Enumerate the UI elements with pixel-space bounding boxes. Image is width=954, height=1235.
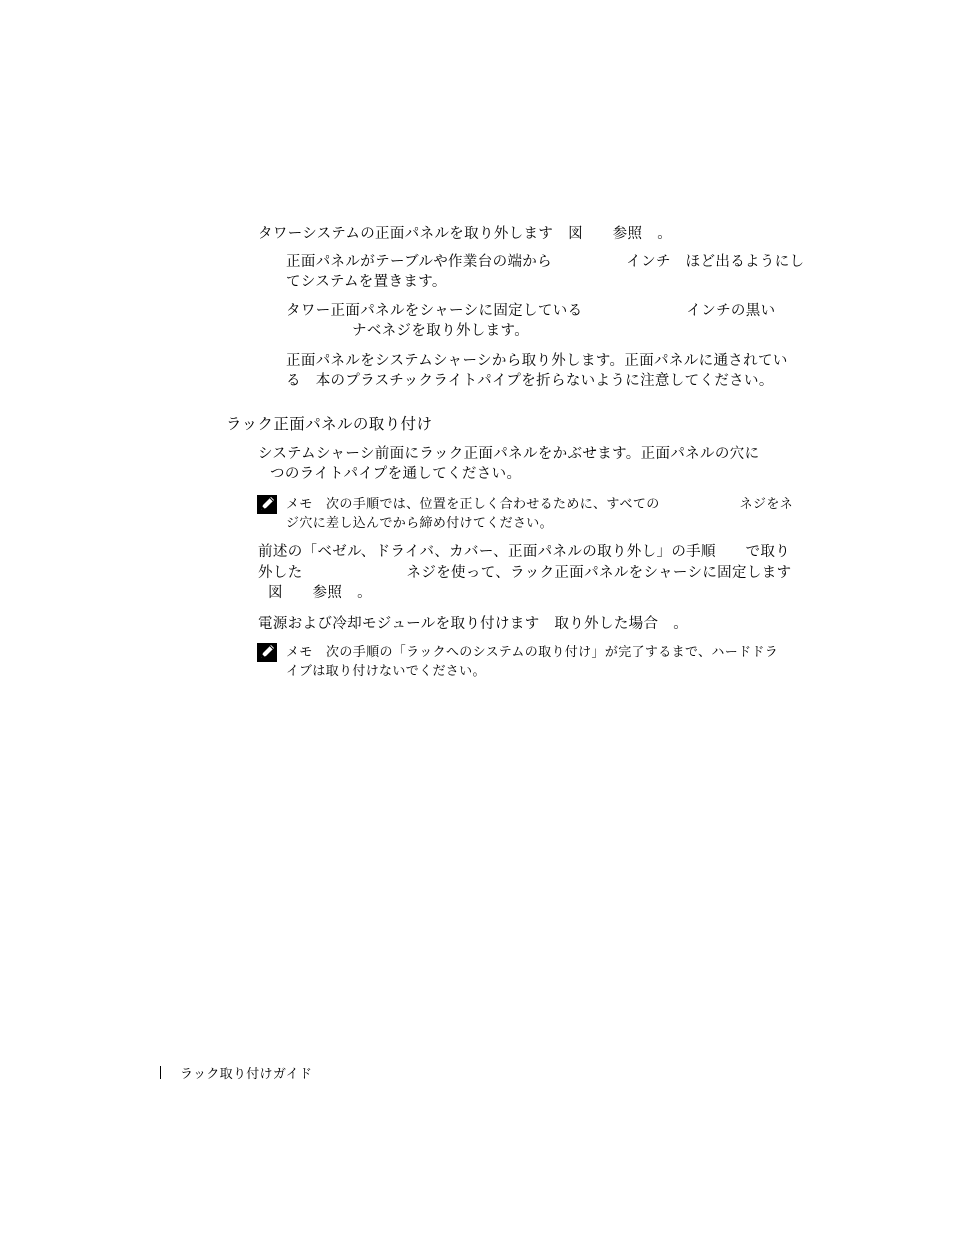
substep-screws-line2: ナベネジを取り外します。 — [352, 323, 530, 339]
para-secure-line2: 外した ネジを使って、ラック正面パネルをシャーシに固定します — [258, 564, 792, 581]
note1-line2: ジ穴に差し込んでから締め付けてください。 — [286, 516, 554, 531]
note2-line1: メモ 次の手順の「ラックへのシステムの取り付け」が完了するまで、ハードドラ — [286, 645, 779, 660]
para-fit-line2: つのライトパイプを通してください。 — [270, 466, 522, 482]
footer-title: ラック取り付けガイド — [180, 1067, 313, 1082]
section-heading: ラック正面パネルの取り付け — [226, 415, 433, 433]
footer-divider — [160, 1066, 161, 1079]
substep-position-line1: 正面パネルがテーブルや作業台の端から インチ ほど出るようにし — [286, 254, 805, 270]
para-secure-line1: 前述の「ベゼル、ドライバ、カバー、正面パネルの取り外し」の手順 で取り — [258, 544, 791, 560]
step-remove-tower-panel: タワーシステムの正面パネルを取り外します 図 参照 。 — [258, 226, 673, 242]
substep-panel-line1: 正面パネルをシステムシャーシから取り外します。正面パネルに通されてい — [286, 353, 788, 369]
para-fit-line1: システムシャーシ前面にラック正面パネルをかぶせます。正面パネルの穴に — [258, 446, 760, 462]
para-secure-panel — [258, 542, 791, 604]
note-pencil-icon — [257, 643, 277, 662]
substep-panel-line2: る 本のプラスチックライトパイプを折らないように注意してください。 — [286, 373, 774, 389]
substep-remove-screws — [286, 301, 775, 341]
para-fit-panel — [258, 444, 759, 484]
note1-line1: メモ 次の手順では、位置を正しく合わせるために、すべての ネジをネ — [286, 497, 794, 512]
substep-position-system — [286, 252, 804, 292]
note-hard-drives — [286, 643, 778, 681]
note-pencil-icon — [257, 495, 277, 514]
note-align-screws — [286, 495, 793, 533]
substep-screws-line1: タワー正面パネルをシャーシに固定している インチの黒い — [286, 303, 776, 319]
substep-position-line2: てシステムを置きます。 — [286, 274, 447, 290]
para-secure-line3: 図 参照 。 — [268, 585, 372, 601]
note2-line2: イブは取り付けないでください。 — [286, 664, 486, 679]
para-install-modules: 電源および冷却モジュールを取り付けます 取り外した場合 。 — [258, 616, 689, 632]
substep-remove-panel — [286, 351, 788, 391]
